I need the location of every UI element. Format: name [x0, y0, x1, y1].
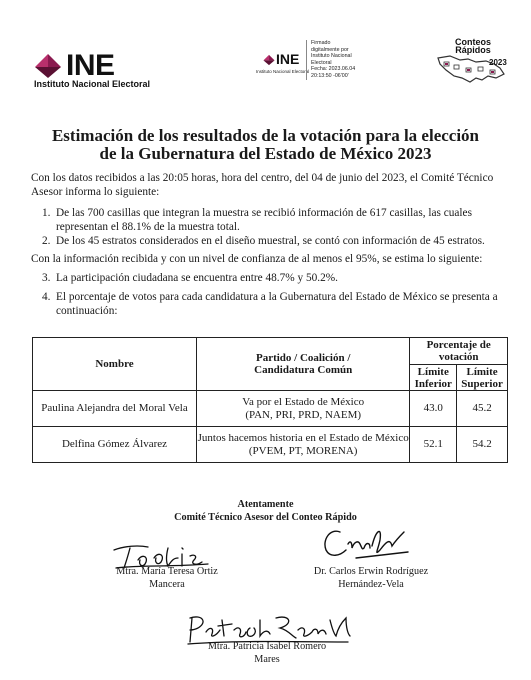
- conteos-logo-year: 2023: [489, 58, 507, 67]
- list-item-number: 2.: [42, 235, 51, 247]
- ine-mini-mark-icon: [263, 54, 275, 66]
- results-table: [32, 337, 508, 463]
- cell-coalicion: [196, 391, 409, 427]
- signatory-surname: Hernández-Vela: [338, 578, 404, 590]
- header-superior-line1: Límite: [466, 365, 498, 378]
- list-item-text: De los 45 estratos considerados en el diseño muestral, se contó con información de 45 estratos.: [56, 235, 485, 247]
- header-limite-superior: [457, 365, 508, 391]
- header-inferior-line2: Inferior: [414, 377, 452, 390]
- signatory-3: [180, 641, 354, 666]
- digital-signature-line: Instituto Nacional: [311, 53, 352, 60]
- digital-signature-line: Fecha: 2023.06.04: [311, 66, 356, 73]
- cell-coalicion-line1: Juntos hacemos historia en el Estado de México: [197, 432, 409, 444]
- signatory-2: [284, 566, 458, 591]
- ine-logo: [34, 49, 164, 92]
- ine-logo-text: INE: [66, 49, 115, 82]
- signature-rodriguez: [316, 520, 416, 566]
- cell-limite-inferior: 43.0: [410, 391, 457, 427]
- cell-limite-superior: 54.2: [457, 427, 508, 463]
- header-limite-inferior: [410, 365, 457, 391]
- header-partido-line1: Partido / Coalición /: [255, 352, 351, 364]
- cell-coalicion-line1: Va por el Estado de México: [242, 396, 365, 408]
- mexico-map-icon: [436, 38, 508, 88]
- header-inferior-line1: Límite: [417, 365, 449, 378]
- signatory-surname: Mares: [254, 653, 280, 665]
- cell-limite-superior: 45.2: [457, 391, 508, 427]
- header-nombre: Nombre: [33, 338, 197, 391]
- cell-nombre: Delfina Gómez Álvarez: [33, 427, 197, 463]
- digital-signature-line: Firmado: [311, 40, 331, 46]
- table-header-row: [33, 338, 508, 365]
- list-item-text: La participación ciudadana se encuentra entre 48.7% y 50.2%.: [56, 272, 338, 284]
- list-item-text: El porcentaje de votos para cada candidatura a la Gubernatura del Estado de México se presenta a continuación:: [56, 291, 498, 317]
- title-line-2: de la Gubernatura del Estado de México 2023: [99, 144, 432, 163]
- list-item-3: [42, 272, 507, 286]
- table-row: [33, 391, 508, 427]
- header-partido: [196, 338, 409, 391]
- intro-paragraph: Con los datos recibidos a las 20:05 horas, hora del centro, del 04 de junio del 2023, el Comité Técnico Asesor informa lo siguiente:: [31, 172, 494, 198]
- header-superior-line2: Superior: [461, 377, 503, 390]
- digital-signature-line: 20:13:50 -06'00': [311, 72, 349, 79]
- header-partido-line2: Candidatura Común: [254, 364, 353, 376]
- cell-coalicion-line2: (PVEM, PT, MORENA): [248, 444, 358, 457]
- list-item-1: [42, 207, 507, 234]
- list-item-number: 4.: [42, 291, 51, 303]
- header-porcentaje-line2: votación: [438, 351, 479, 363]
- signatory-surname: Mancera: [149, 578, 185, 590]
- ine-logo-subtitle: Instituto Nacional Electoral: [34, 79, 151, 89]
- cell-coalicion: [196, 427, 409, 463]
- closing-line-1: Atentamente: [237, 499, 294, 510]
- signatory-name: Mtra. Patricia Isabel Romero: [207, 641, 327, 652]
- ine-mini-logo-text: INE: [276, 51, 300, 67]
- closing-line-2: Comité Técnico Asesor del Conteo Rápido: [174, 511, 357, 523]
- confidence-paragraph: Con la información recibida y con un nivel de confianza de al menos el 95%, se estima lo siguiente:: [31, 253, 483, 265]
- cell-limite-inferior: 52.1: [410, 427, 457, 463]
- conteos-logo-line: Conteos: [455, 37, 491, 47]
- cell-nombre: Paulina Alejandra del Moral Vela: [33, 391, 197, 427]
- ine-mini-logo-subtitle: Instituto Nacional Electoral: [256, 69, 310, 74]
- list-item-text: De las 700 casillas que integran la muestra se recibió información de 617 casillas, las cuales representan el 88.1% de la muestra total.: [56, 207, 472, 233]
- header-porcentaje-line1: Porcentaje de: [426, 339, 491, 351]
- list-item-number: 1.: [42, 207, 51, 219]
- conteos-logo-line: Rápidos: [455, 45, 491, 55]
- conteos-rapidos-logo: [436, 38, 508, 88]
- digital-signature-stamp: [306, 40, 391, 80]
- ine-logo-mark-icon: [34, 52, 62, 80]
- signatory-name: Mtra. María Teresa Ortiz: [116, 566, 218, 577]
- list-item-number: 3.: [42, 272, 51, 284]
- cell-coalicion-line2: (PAN, PRI, PRD, NAEM): [245, 408, 362, 421]
- list-item-2: [42, 235, 507, 249]
- title-line-1: Estimación de los resultados de la votación para la elección: [51, 126, 480, 145]
- signatory-1: [80, 566, 254, 591]
- signatory-name: Dr. Carlos Erwin Rodríguez: [313, 566, 429, 577]
- digital-signature-line: digitalmente por: [311, 46, 349, 53]
- header-porcentaje: [410, 338, 508, 365]
- table-row: [33, 427, 508, 463]
- ine-mini-logo: [256, 48, 310, 80]
- digital-signature-line: Electoral: [311, 59, 332, 66]
- page-title: [40, 127, 491, 163]
- list-item-4: [42, 291, 507, 318]
